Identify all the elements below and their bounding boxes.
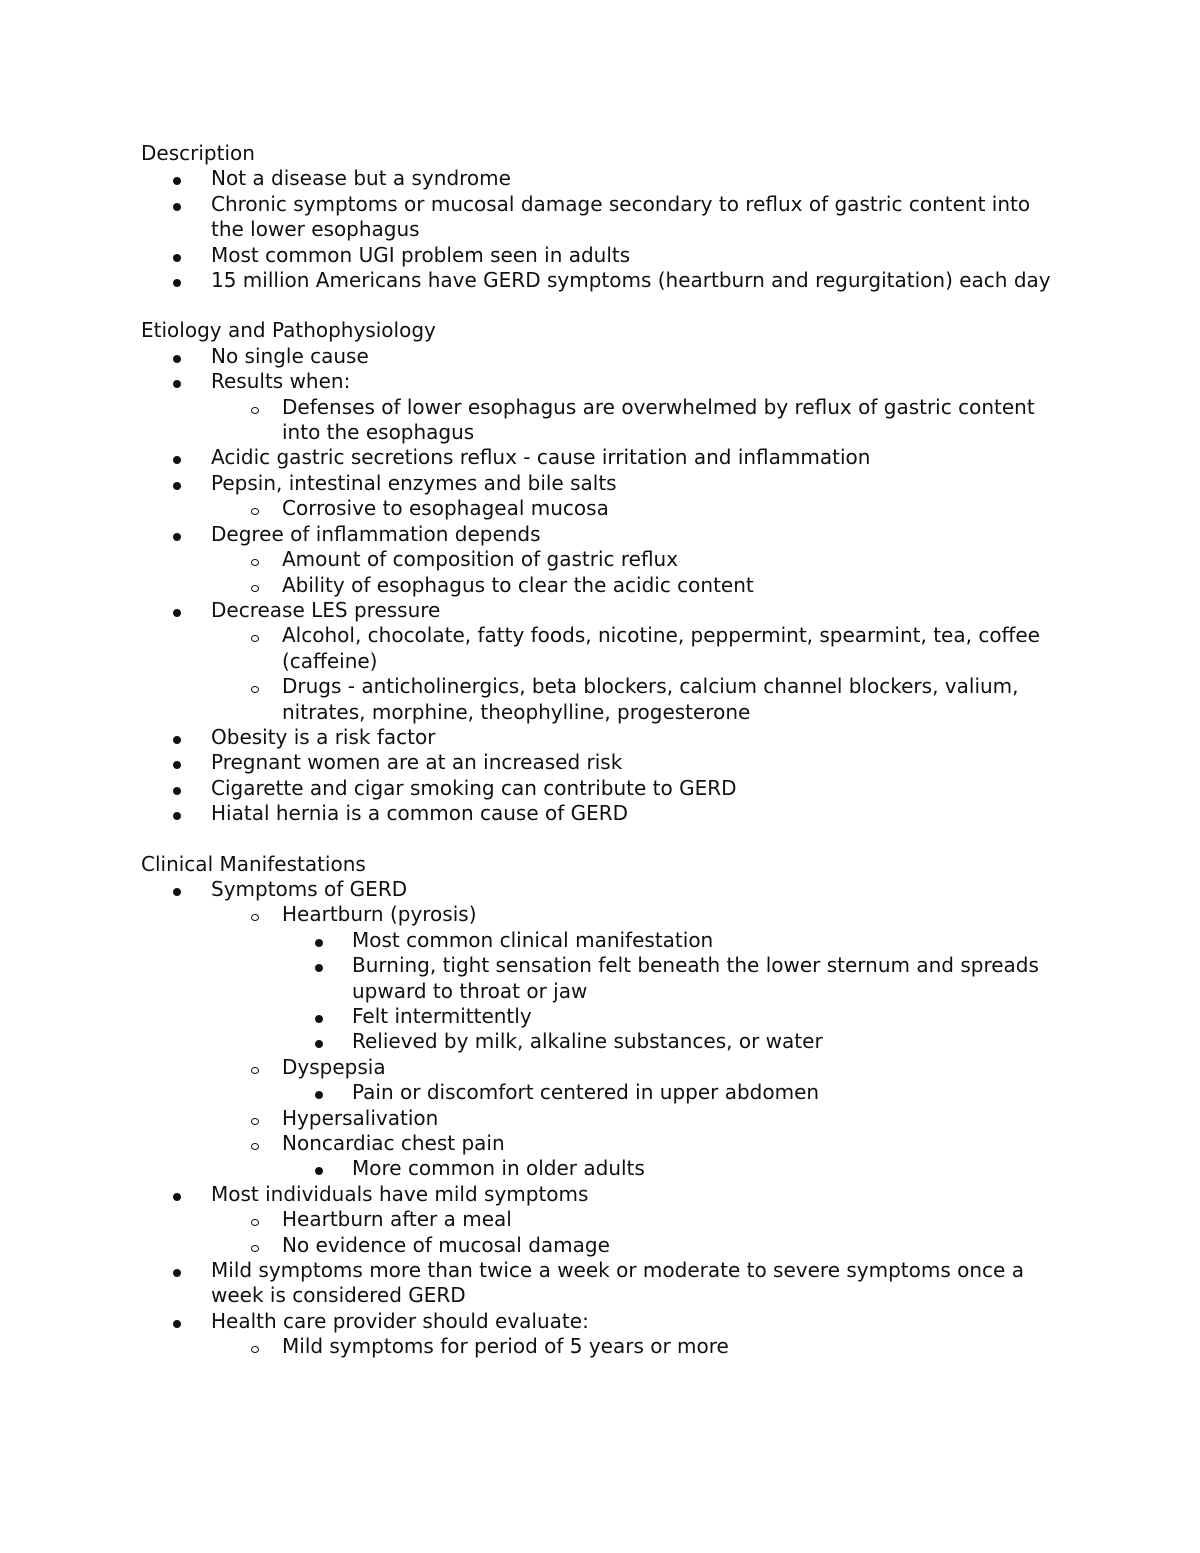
list-item [141,445,1061,470]
list-item-text: Obesity is a risk factor [211,724,436,749]
bullet-dot-icon [315,953,323,978]
list-item-text: Corrosive to esophageal mucosa [282,496,609,521]
bullet-circle-icon [251,1131,259,1156]
list-item [141,1080,1061,1105]
bullet-circle-icon [251,1055,259,1080]
list-item-text: Hypersalivation [282,1105,439,1130]
bullet-list [141,877,1061,1360]
list-item [141,268,1061,293]
list-item-text: Pregnant women are at an increased risk [211,750,623,775]
list-item [141,369,1061,394]
list-item-text: Heartburn after a meal [282,1207,512,1232]
bullet-circle-icon [251,1233,259,1258]
list-item [141,623,1061,674]
list-item [141,496,1061,521]
bullet-dot-icon [173,801,181,826]
list-item [141,877,1061,902]
list-item-text: Noncardiac chest pain [282,1131,505,1156]
bullet-dot-icon [173,725,181,750]
list-item [141,902,1061,927]
list-item [141,928,1061,953]
section-clinical-manifestations [141,852,1061,1360]
list-item [141,1055,1061,1080]
list-item-text: Amount of composition of gastric reflux [282,547,679,572]
bullet-dot-icon [173,877,181,902]
list-item [141,547,1061,572]
list-item [141,1106,1061,1131]
list-item-text: Degree of inflammation depends [211,521,541,546]
bullet-circle-icon [251,902,259,927]
section-heading: Clinical Manifestations [141,851,366,876]
list-item [141,1156,1061,1181]
list-item-text: Ability of esophagus to clear the acidic content [282,572,754,597]
list-item [141,395,1061,446]
list-item [141,344,1061,369]
bullet-dot-icon [173,776,181,801]
list-item-text: Heartburn (pyrosis) [282,902,477,927]
bullet-dot-icon [173,471,181,496]
list-item [141,1029,1061,1054]
list-item-text: Results when: [211,369,351,394]
list-item [141,1182,1061,1207]
section-description [141,141,1061,293]
list-item-text: Relieved by milk, alkaline substances, or water [352,1029,823,1054]
list-item [141,1334,1061,1359]
list-item [141,1258,1061,1309]
bullet-list [141,344,1061,827]
bullet-dot-icon [173,598,181,623]
bullet-dot-icon [315,1156,323,1181]
list-item-text: Pain or discomfort centered in upper abdomen [352,1080,820,1105]
list-item [141,192,1061,243]
list-item-text: Drugs - anticholinergics, beta blockers, calcium channel blockers, valium, nitrates, morphine, theophylline, progesterone [282,674,1019,724]
list-item [141,243,1061,268]
bullet-dot-icon [315,1029,323,1054]
bullet-dot-icon [173,166,181,191]
list-item-text: Most common UGI problem seen in adults [211,242,631,267]
bullet-circle-icon [251,1106,259,1131]
list-item-text: Defenses of lower esophagus are overwhelmed by reflux of gastric content into the esophagus [282,394,1035,445]
list-item [141,801,1061,826]
list-item-text: Dyspepsia [282,1054,386,1079]
list-item [141,1207,1061,1232]
bullet-dot-icon [173,1182,181,1207]
bullet-dot-icon [173,1309,181,1334]
list-item-text: Health care provider should evaluate: [211,1308,589,1333]
list-item-text: No single cause [211,343,369,368]
list-item-text: Decrease LES pressure [211,597,441,622]
list-item-text: More common in older adults [352,1156,645,1181]
list-item [141,522,1061,547]
list-item-text: Mild symptoms more than twice a week or moderate to severe symptoms once a week is considered GERD [211,1258,1024,1308]
list-item [141,725,1061,750]
list-item [141,674,1061,725]
bullet-dot-icon [315,1080,323,1105]
bullet-circle-icon [251,573,259,598]
bullet-list [141,166,1061,293]
list-item-text: Most common clinical manifestation [352,927,714,952]
bullet-circle-icon [251,496,259,521]
list-item-text: 15 million Americans have GERD symptoms (heartburn and regurgitation) each day [211,268,1051,293]
bullet-dot-icon [315,1004,323,1029]
bullet-dot-icon [173,344,181,369]
list-item-text: Alcohol, chocolate, fatty foods, nicotine, peppermint, spearmint, tea, coffee (caffeine) [282,623,1040,673]
list-item [141,953,1061,1004]
list-item [141,166,1061,191]
section-heading: Etiology and Pathophysiology [141,318,436,343]
list-item [141,1233,1061,1258]
bullet-circle-icon [251,395,259,420]
bullet-circle-icon [251,623,259,648]
list-item-text: Acidic gastric secretions reflux - cause irritation and inflammation [211,445,871,470]
list-item-text: Most individuals have mild symptoms [211,1181,589,1206]
list-item [141,776,1061,801]
bullet-dot-icon [173,522,181,547]
list-item-text: Chronic symptoms or mucosal damage secondary to reflux of gastric content into the lower esophagus [211,191,1031,242]
list-item-text: Burning, tight sensation felt beneath the lower sternum and spreads upward to throat or jaw [352,953,1039,1003]
list-item-text: Symptoms of GERD [211,876,408,901]
bullet-circle-icon [251,674,259,699]
list-item-text: Mild symptoms for period of 5 years or more [282,1334,729,1359]
list-item-text: Hiatal hernia is a common cause of GERD [211,801,629,826]
bullet-dot-icon [173,445,181,470]
list-item-text: No evidence of mucosal damage [282,1232,610,1257]
bullet-dot-icon [173,268,181,293]
list-item [141,1131,1061,1156]
list-item [141,471,1061,496]
list-item [141,573,1061,598]
document-page [141,141,1061,1385]
list-item [141,598,1061,623]
bullet-circle-icon [251,1334,259,1359]
list-item-text: Felt intermittently [352,1004,532,1028]
list-item [141,1309,1061,1334]
list-item [141,750,1061,775]
bullet-circle-icon [251,1207,259,1232]
bullet-dot-icon [173,369,181,394]
bullet-dot-icon [173,192,181,217]
list-item-text: Cigarette and cigar smoking can contribute to GERD [211,775,737,800]
list-item-text: Pepsin, intestinal enzymes and bile salts [211,470,617,495]
list-item [141,1004,1061,1029]
section-heading: Description [141,141,255,165]
bullet-dot-icon [173,243,181,268]
bullet-dot-icon [173,1258,181,1283]
bullet-dot-icon [173,750,181,775]
list-item-text: Not a disease but a syndrome [211,166,511,191]
bullet-dot-icon [315,928,323,953]
bullet-circle-icon [251,547,259,572]
section-etiology [141,318,1061,826]
